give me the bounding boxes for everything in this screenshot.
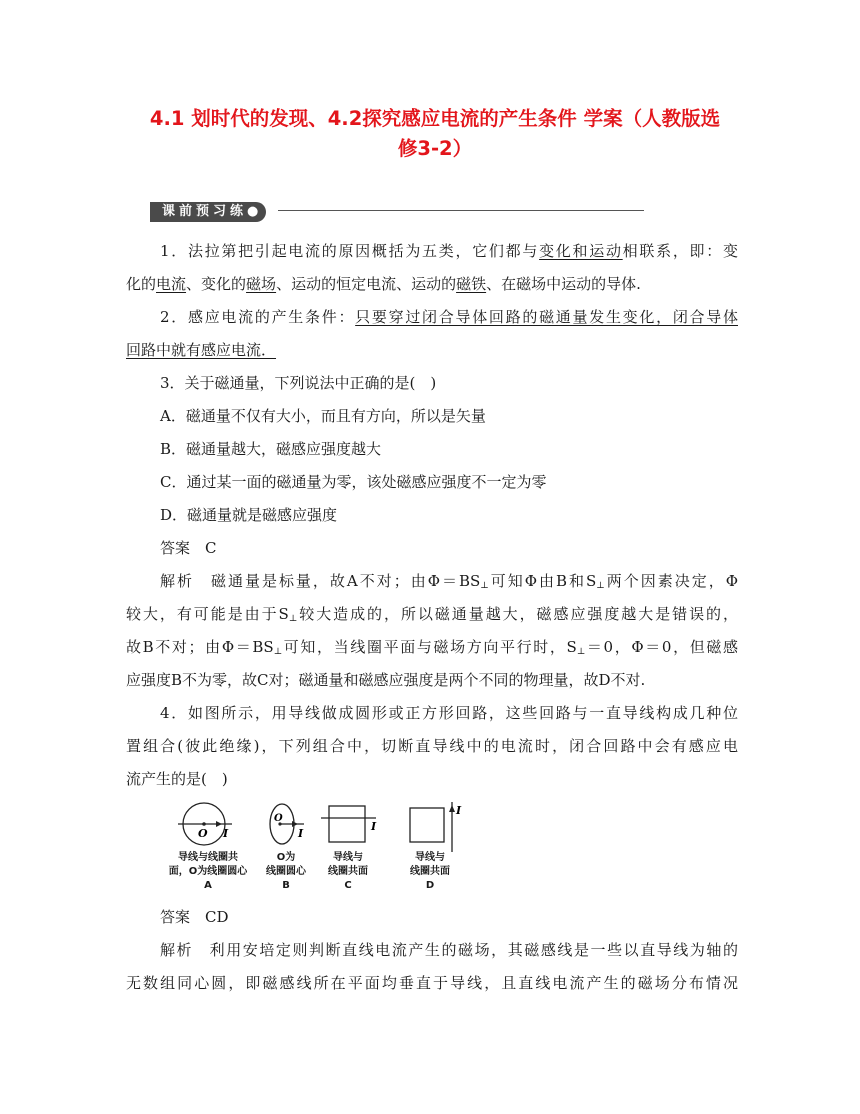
section-label: 课前预习练● [150, 202, 266, 222]
q3-explanation-line-1: 解析 磁通量是标量，故A不对；由$\Phi=BS_\perp$可知Φ由B和$S_\perp$两个因素决定，Φ [160, 572, 738, 591]
blank-magnet: 磁铁 [456, 275, 487, 293]
diagram-b [270, 804, 304, 844]
q3-explanation-line-4: 应强度B不为零，故C对；磁通量和磁感应强度是两个不同的物理量，故D不对. [126, 671, 646, 689]
blank-condition-cont: 回路中就有感应电流． [126, 341, 277, 359]
svg-text:O: O [274, 813, 283, 824]
blank-current: 电流 [156, 275, 187, 293]
q4-explanation-line-2: 无数组同心圆，即磁感线所在平面均垂直于导线，且直线电流产生的磁场分布情况 [126, 974, 738, 992]
q3-option-c: C．通过某一面的磁通量为零，该处磁感应强度不一定为零 [160, 473, 547, 491]
blank-condition: 只要穿过闭合导体回路的磁通量发生变化，闭合导体 [355, 308, 738, 326]
q2-line-1: 2．感应电流的产生条件：只要穿过闭合导体回路的磁通量发生变化，闭合导体 [160, 308, 738, 326]
q4-line-1: 4．如图所示，用导线做成圆形或正方形回路，这些回路与一直导线构成几种位 [160, 704, 738, 722]
section-banner [150, 200, 266, 222]
q4-line-3: 流产生的是( ) [126, 770, 228, 788]
q3-answer: 答案 C [160, 539, 217, 557]
q3-explanation-line-3: 故B不对；由$\Phi=BS_\perp$可知，当线圈平面与磁场方向平行时，$S_\perp=0$，Φ＝0，但磁感 [126, 638, 739, 657]
caption-b: O为 线圈圆心 B [266, 852, 306, 891]
document-title [110, 104, 760, 164]
q4-figure [168, 800, 468, 896]
q4-line-2: 置组合(彼此绝缘)，下列组合中，切断直导线中的电流时，闭合回路中会有感应电 [126, 737, 738, 755]
blank-field: 磁场 [246, 275, 277, 293]
title-line-2: 修3-2） [397, 137, 473, 160]
svg-text:I: I [298, 827, 304, 840]
caption-c: 导线与 线圈共面 C [328, 852, 368, 891]
section-rule [278, 210, 644, 211]
svg-text:I: I [371, 820, 377, 833]
svg-text:I: I [456, 804, 462, 817]
svg-text:O: O [198, 827, 208, 840]
q4-answer: 答案 CD [160, 908, 229, 926]
q3-option-b: B．磁通量越大，磁感应强度越大 [160, 440, 382, 458]
title-line-1: 4.1 划时代的发现、4.2探究感应电流的产生条件 学案（人教版选 [149, 107, 721, 130]
svg-text:I: I [223, 827, 229, 840]
diagram-c [321, 806, 377, 842]
blank-change-motion: 变化和运动 [539, 242, 623, 260]
diagram-d [410, 802, 462, 852]
q3-option-d: D．磁通量就是磁感应强度 [160, 506, 338, 524]
q3-explanation-line-2: 较大，有可能是由于$S_\perp$较大造成的，所以磁通量越大，磁感应强度越大是错误的， [126, 605, 738, 624]
q4-explanation-line-1: 解析 利用安培定则判断直线电流产生的磁场，其磁感线是一些以直导线为轴的 [160, 941, 738, 959]
q1-line-2: 化的电流、变化的磁场、运动的恒定电流、运动的磁铁、在磁场中运动的导体. [126, 275, 641, 293]
q3-stem: 3．关于磁通量，下列说法中正确的是( ) [160, 374, 437, 392]
caption-d: 导线与 线圈共面 D [410, 852, 450, 891]
q2-line-2 [126, 340, 738, 360]
caption-a: 导线与线圈共 面，O为线圈圆心 A [168, 852, 248, 891]
q1-line-1: 1．法拉第把引起电流的原因概括为五类，它们都与变化和运动相联系，即：变 [160, 242, 738, 260]
q3-option-a: A．磁通量不仅有大小，而且有方向，所以是矢量 [160, 407, 486, 425]
diagram-a [178, 803, 232, 845]
